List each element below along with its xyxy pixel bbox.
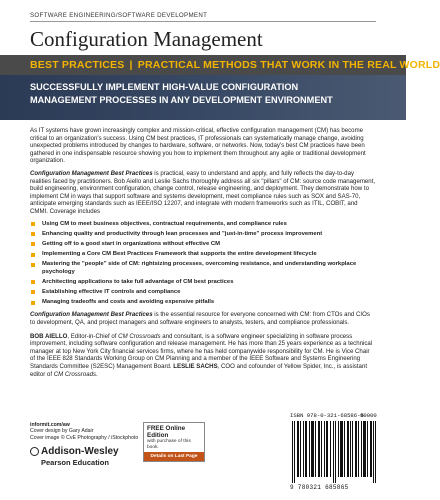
overview-text: is practical, easy to understand and apply, and fully reflects the day-to-day realities faced by practitioners. Bob Aiello and Leslie Sachs thoroughly address all six "pillars" of CM: source code management, build engineering, environment configuration, change control, release engineering, and deployment. They demonstrate how to implement CM in ways that support software and systems development, meet compliance rules such as SOX and SAS-70, anticipate emerging standards such as IEEE/ISO 12207, and integrate with modern frameworks such as ITIL, COBIT, and CMMI. Coverage includes: [30, 169, 376, 215]
banner-subtitle-bar: [0, 55, 440, 75]
bullet-square-icon: [31, 242, 35, 246]
addison-wesley-logo-icon: [30, 447, 39, 456]
bullet-square-icon: [31, 280, 35, 284]
bio-text: .: [96, 370, 98, 378]
cover-image-credit: Cover image © CvE Photography / iStockphoto: [30, 434, 139, 441]
free-edition-subtext: with purchase of this book.: [147, 439, 191, 450]
banner-tagline: SUCCESSFULLY IMPLEMENT HIGH-VALUE CONFIGURATION MANAGEMENT PROCESSES IN ANY DEVELOPMENT ENVIRONMENT: [30, 82, 333, 105]
book-title: Configuration Management: [30, 27, 263, 51]
audience-paragraph: [30, 311, 376, 326]
banner-right-text: PRACTICAL METHODS THAT WORK IN THE REAL WORLD: [137, 59, 440, 71]
price-code: 90000: [360, 412, 377, 419]
barcode-image: [290, 421, 378, 483]
overview-paragraph: [30, 170, 376, 216]
bullet-square-icon: [31, 222, 35, 226]
audience-text: is the essential resource for everyone concerned with CM: from CTOs and CIOs to development, QA, and project managers and software engineers to analysts, testers, and compliance professionals.: [30, 311, 370, 326]
magazine-name: CM Crossroads: [118, 332, 161, 340]
divider: [30, 21, 376, 22]
intro-paragraph: As IT systems have grown increasingly complex and mission-critical, effective configuration management (CM) has become critical to an organization's success. Using CM best practices, IT professionals can systematically manage change, avoiding unexpected problems introduced by changes to hardware, software, or networks. Now, today's best CM practices have been gathered in one indispensable resource showing you how to implement them throughout any agile or traditional development organization.: [30, 127, 366, 165]
list-item: [30, 289, 376, 296]
back-cover-body: [30, 127, 376, 383]
bio-text: and consultant, is a software engineer specializing in software process improvement, including software configuration and release management. He has more than 25 years experience as a technical manager at top New York City financial services firms, where he has held companywide responsibility for CM. He is Vice Chair of the IEEE 828 Standards Working Group on CM Planning and a member of the IEEE Software and Systems Engineering Standards Committee (S2ESC) Management Board.: [30, 332, 373, 370]
category-label: SOFTWARE ENGINEERING/SOFTWARE DEVELOPMENT: [30, 12, 208, 19]
bullet-square-icon: [31, 263, 35, 267]
publisher-parent: Pearson Education: [41, 458, 109, 467]
magazine-name: CM Crossroads: [53, 370, 97, 378]
banner-left-text: BEST PRACTICES: [30, 59, 125, 71]
list-item-text: Using CM to meet business objectives, contractual requirements, and compliance rules: [42, 220, 287, 227]
banner-separator: |: [129, 59, 133, 71]
list-item: [30, 279, 376, 286]
bio-text: , Editor-in-Chief of: [67, 332, 119, 340]
list-item-text: Establishing effective IT controls and compliance: [42, 288, 181, 295]
author-bio: [30, 333, 376, 379]
banner-tagline-panel: [0, 75, 406, 120]
publisher-url[interactable]: informit.com/aw: [30, 422, 70, 428]
coverage-list: [30, 221, 376, 307]
list-item-text: Implementing a Core CM Best Practices Framework that supports the entire development lifecycle: [42, 251, 317, 258]
barcode-digits: 9 780321 685865: [290, 484, 349, 491]
author-name: BOB AIELLO: [30, 332, 68, 340]
book-title-inline: Configuration Management Best Practices: [30, 311, 153, 319]
free-online-edition-badge: [143, 422, 205, 462]
bullet-square-icon: [31, 301, 35, 305]
book-title-inline: Configuration Management Best Practices: [30, 169, 153, 177]
isbn-number: ISBN 978-0-321-68586-5: [290, 412, 364, 419]
list-item: [30, 241, 376, 248]
list-item: [30, 299, 376, 306]
bio-text: , COO and cofounder of Yellow Spider, Inc., is assistant editor of: [30, 362, 368, 378]
publisher-name: Addison-Wesley: [41, 446, 119, 457]
bullet-square-icon: [31, 232, 35, 236]
list-item-text: Architecting applications to take full advantage of CM best practices: [42, 278, 234, 285]
list-item-text: Enhancing quality and productivity through lean processes and "just-in-time" process improvement: [42, 230, 323, 237]
list-item: [30, 231, 376, 238]
bullet-square-icon: [31, 290, 35, 294]
credits-block: [30, 422, 138, 441]
list-item: [30, 251, 376, 258]
list-item: [30, 261, 376, 275]
publisher-logo: [30, 446, 122, 467]
free-edition-details: Details on Last Page: [144, 452, 204, 461]
list-item-text: Getting off to a good start in organizations without effective CM: [42, 240, 221, 247]
cover-design-credit: Cover design by Gary Adair: [30, 428, 94, 435]
list-item: [30, 221, 376, 228]
bullet-square-icon: [31, 253, 35, 257]
free-edition-title: FREE Online Edition: [147, 425, 186, 439]
barcode-block: [290, 412, 378, 496]
list-item-text: Managing tradeoffs and costs and avoiding expensive pitfalls: [42, 299, 215, 306]
author-name: LESLIE SACHS: [173, 362, 218, 370]
list-item-text: Mastering the "people" side of CM: rightsizing processes, overcoming resistance, and understanding workplace psychology: [42, 261, 357, 275]
